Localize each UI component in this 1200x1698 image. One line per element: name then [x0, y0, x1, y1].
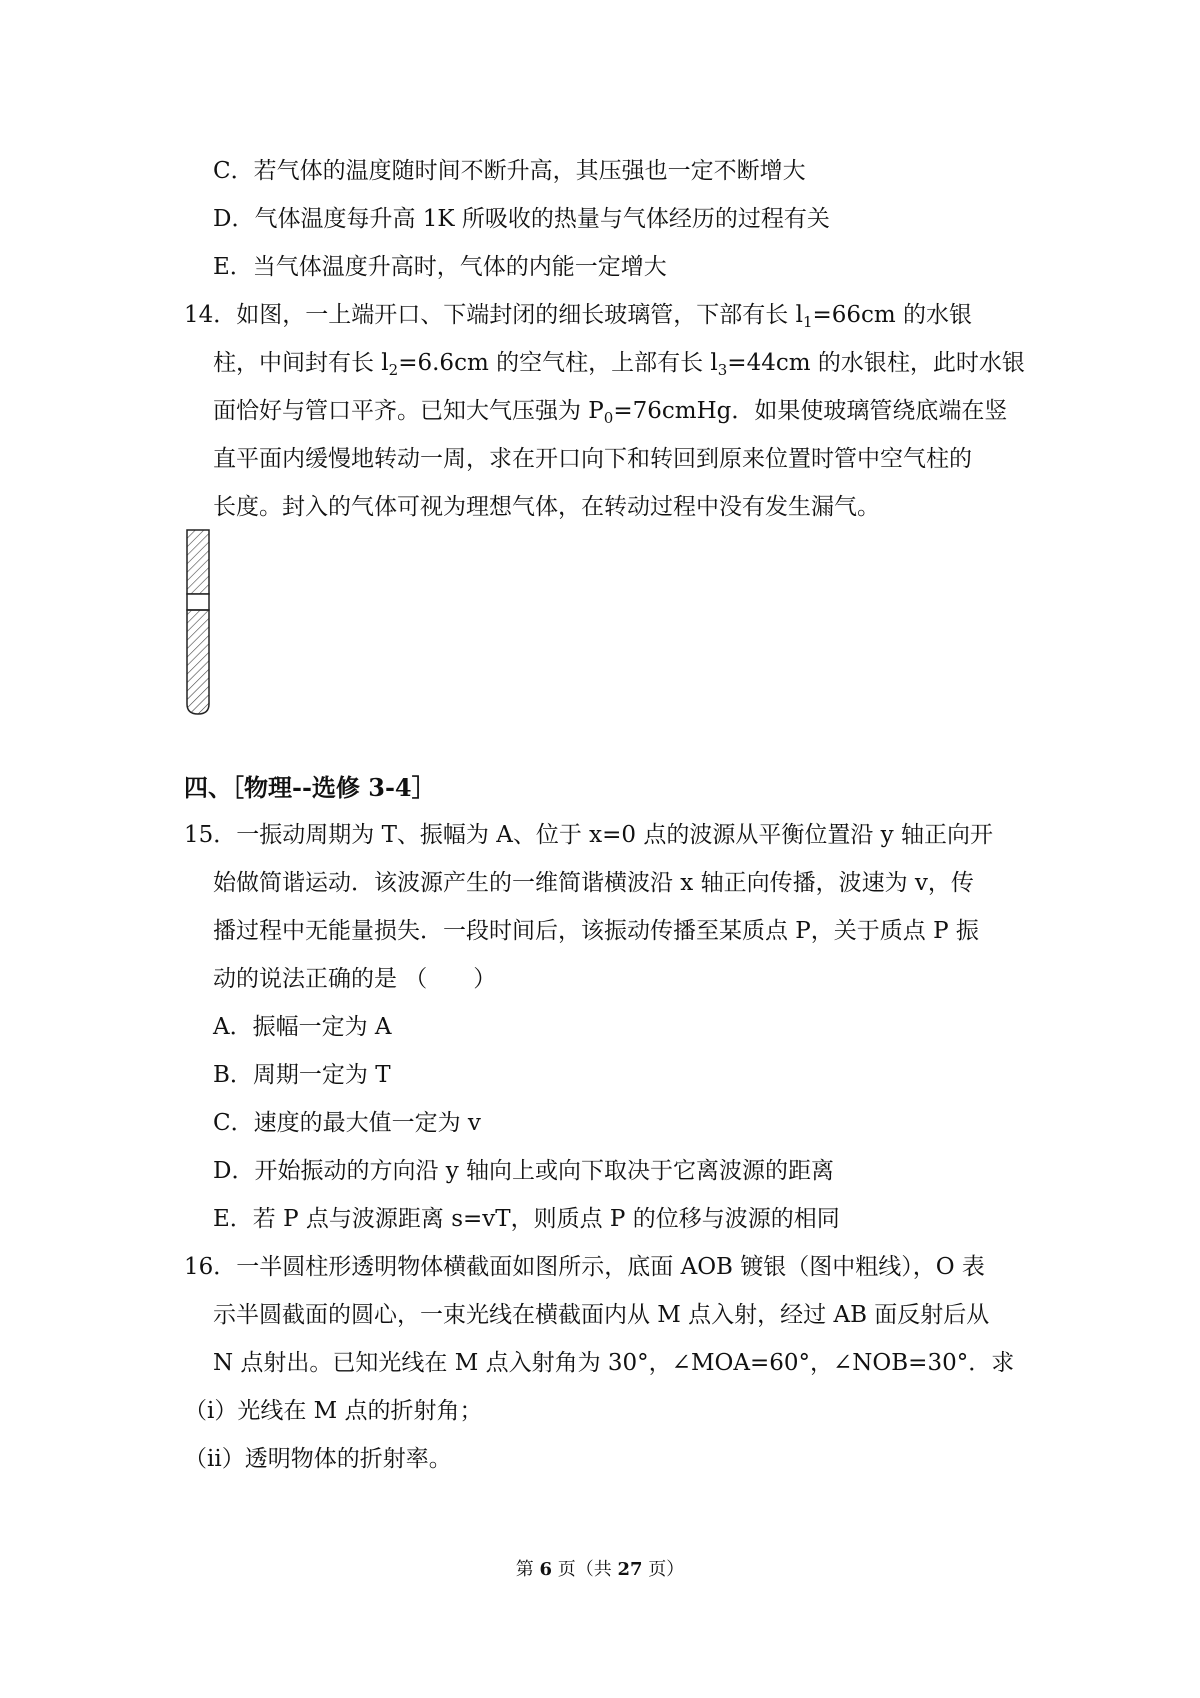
q16-line-2: 示半圆截面的圆心，一束光线在横截面内从 M 点入射，经过 AB 面反射后从: [213, 1302, 990, 1328]
lower-mercury-column: [187, 610, 209, 714]
q15-line-3: 播过程中无能量损失．一段时间后，该振动传播至某质点 P，关于质点 P 振: [213, 918, 979, 944]
page-footer: 第 6 页（共 27 页）: [515, 1559, 685, 1580]
q16-line-3: N 点射出。已知光线在 M 点入射角为 30°，∠MOA=60°，∠NOB=30°．求: [213, 1350, 1015, 1376]
q15-option-a: A．振幅一定为 A: [213, 1014, 392, 1040]
q13-option-c: C．若气体的温度随时间不断升高，其压强也一定不断增大: [213, 158, 806, 184]
air-column: [187, 594, 209, 610]
q13-option-d: D．气体温度每升高 1K 所吸收的热量与气体经历的过程有关: [213, 206, 830, 232]
q14-line-5: 长度。封入的气体可视为理想气体，在转动过程中没有发生漏气。: [213, 494, 880, 520]
q13-option-e: E．当气体温度升高时，气体的内能一定增大: [213, 254, 667, 280]
q16-line-1: 16．一半圆柱形透明物体横截面如图所示，底面 AOB 镀银（图中粗线），O 表: [184, 1254, 985, 1280]
total-page-count: 27: [617, 1559, 643, 1580]
q16-part-i: （i）光线在 M 点的折射角；: [184, 1398, 483, 1424]
upper-mercury-column: [187, 530, 209, 594]
q15-option-d: D．开始振动的方向沿 y 轴向上或向下取决于它离波源的距离: [213, 1158, 835, 1184]
q14-line-3: 面恰好与管口平齐。已知大气压强为 $P_0=76cmHg$．如果使玻璃管绕底端在竖: [213, 398, 1008, 427]
q15-option-b: B．周期一定为 T: [213, 1062, 391, 1088]
q15-line-1: 15．一振动周期为 T、振幅为 A、位于 x=0 点的波源从平衡位置沿 y 轴正向开: [184, 822, 993, 848]
q15-option-c: C．速度的最大值一定为 v: [213, 1110, 481, 1136]
q15-line-4: 动的说法正确的是 （ ）: [213, 966, 497, 992]
q14-line-1: 14．如图，一上端开口、下端封闭的细长玻璃管，下部有长 $l_1=66cm$ 的水银: [184, 302, 973, 331]
q15-option-e: E．若 P 点与波源距离 s=vT，则质点 P 的位移与波源的相同: [213, 1206, 840, 1232]
q15-line-2: 始做简谐运动．该波源产生的一维简谐横波沿 x 轴正向传播，波速为 v，传: [213, 870, 974, 896]
q16-part-ii: （ii）透明物体的折射率。: [184, 1446, 452, 1472]
section-title: 四、［物理--选修 3-4］: [184, 773, 436, 802]
q14-line-2: 柱，中间封有长 $l_2=6.6cm$ 的空气柱，上部有长 $l_3=44cm$ 的水银柱，此时水银: [213, 350, 1025, 379]
q14-line-4: 直平面内缓慢地转动一周，求在开口向下和转回到原来位置时管中空气柱的: [213, 446, 972, 472]
glass-tube-diagram: [180, 528, 212, 718]
current-page-number: 6: [539, 1559, 552, 1580]
